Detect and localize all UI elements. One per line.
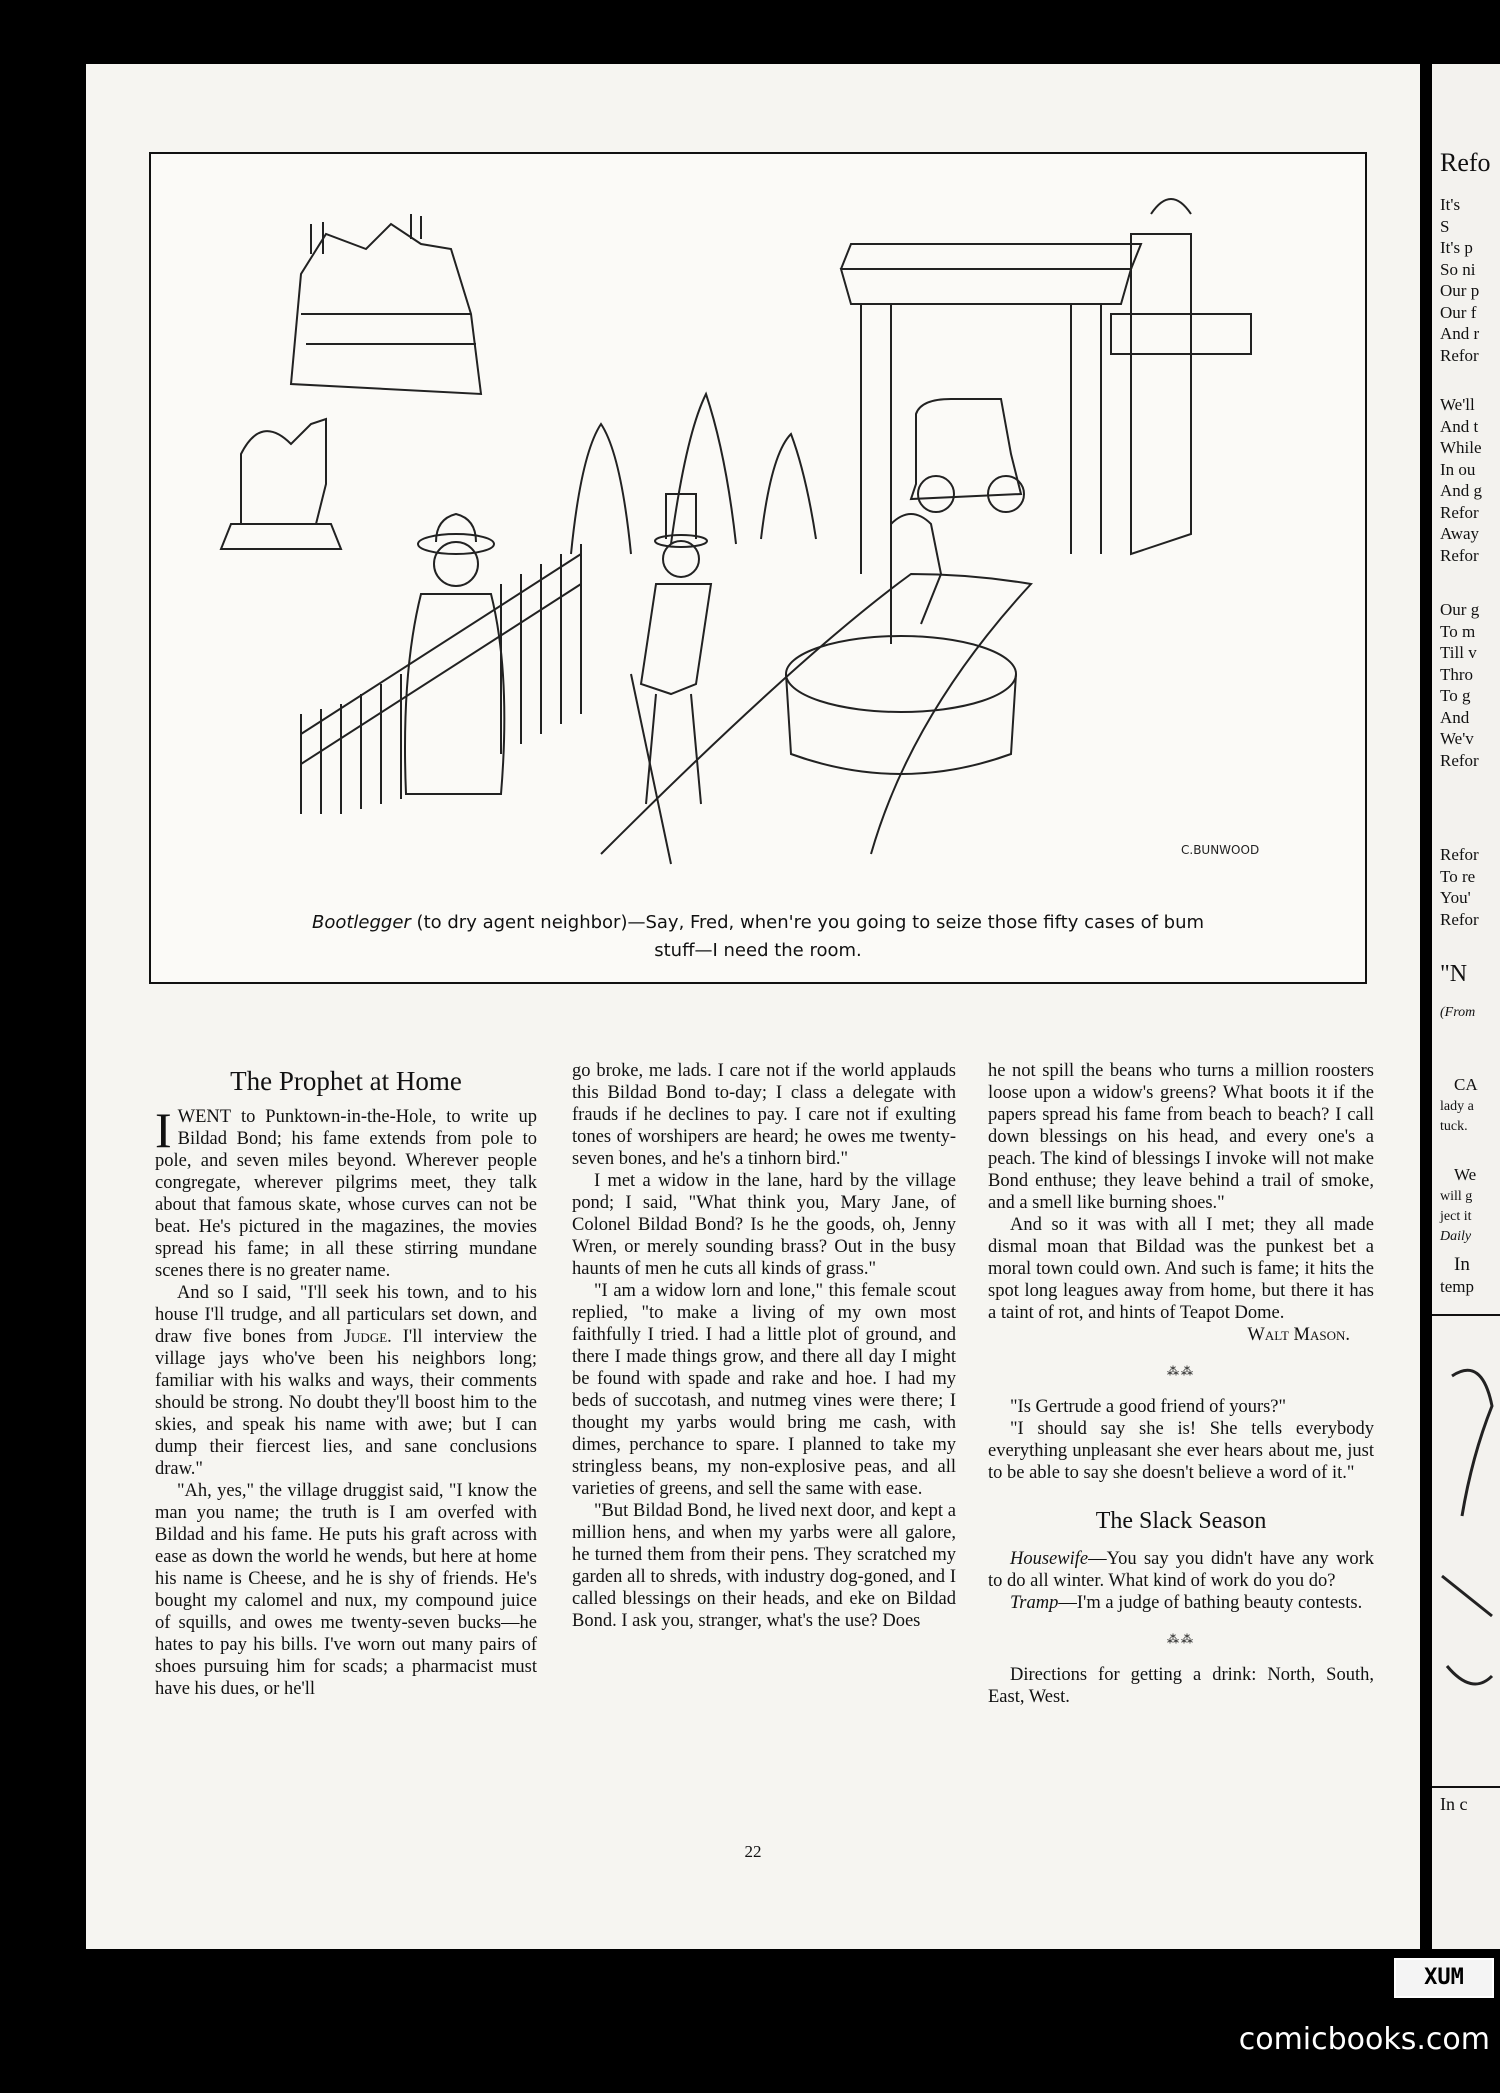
paragraph-2: And so I said, "I'll seek his town, and to his house I'll trudge, and all particulars set down, and draw five bones from Judge. I'll interview the village jays who've been his neighbors long; familiar with his walks and ways, their comments should be strong. No doubt they'll boost him to the skies, and speak his name with awe; but I can dump their fiercest lies, and sane conclusions draw." [155, 1283, 537, 1479]
edge-heading: Refo [1440, 148, 1491, 177]
author-signature: Walt Mason. [1247, 1325, 1350, 1345]
paragraph-3-continued: go broke, me lads. I care not if the world applauds this Bildad Bond to-day; I class a delegate with frauds if he declines to pay. I care not if exulting tones of worshipers are heard; he owes me twenty-seven bones, and he's a tinhorn bird." [572, 1061, 956, 1169]
drop-cap: I [155, 1102, 172, 1158]
slack-line-2: Tramp—I'm a judge of bathing beauty contests. [1010, 1593, 1363, 1613]
paragraph-6: "But Bildad Bond, he lived next door, and kept a million hens, and when my yarbs were all galore, he turned them from their pens. They scratched my garden all to shreds, with industry dog-goned, and I called blessings on their heads, and eke on Bildad Bond. I ask you, stranger, what's the use? Does [572, 1501, 956, 1631]
site-watermark: comicbooks.com [1238, 2022, 1490, 2057]
page-number: 22 [744, 1842, 762, 1861]
directions-joke: Directions for getting a drink: North, South, East, West. [988, 1665, 1374, 1707]
separator-1: ⁂⁂ [1167, 1364, 1195, 1378]
adjacent-page-edge: Refo It's S It's p So ni Our p Our f And r Refor We'll And t While In ou And g Refor Away Refor Our g To m Till v Thro To g And We'v Refor Refor To re You' Refor "N (From CA lady a tuck. We will g ject it Daily In temp In c [1432, 64, 1500, 1949]
xum-badge: XUM [1394, 1958, 1494, 1998]
column-2 [572, 1060, 956, 1632]
paragraph-4: I met a widow in the lane, hard by the village pond; I said, "What think you, Mary Jane, of Colonel Bildad Bond? Is he the goods, oh, Jenny Wren, or merely sounding brass? Out in the busy haunts of men he cuts all kinds of grass." [572, 1171, 956, 1279]
edge-stanza-4: Refor To re You' Refor [1440, 845, 1479, 929]
paragraph-7: And so it was with all I met; they all made dismal moan that Bildad was the punkest bet a moral town could own. And such is fame; it hits the spot long leagues away from home, but there it has a taint of rot, and hints of Teapot Dome. [988, 1215, 1374, 1323]
edge-stanza-3: Our g To m Till v Thro To g And We'v Refor [1440, 600, 1480, 770]
magazine-page [86, 64, 1420, 1949]
edge-stanza-1: It's S It's p So ni Our p Our f And r Refor [1440, 195, 1480, 365]
paragraph-6-continued: he not spill the beans who turns a million roosters loose upon a widow's greens? What boots it if the papers spread his fame from beach to beach? I call down blessings on his head, and every one's a peach. The kind of blessings I invoke will not make Bond enthuse; they leave behind a trail of smoke, and a smell like burning shoes." [988, 1061, 1374, 1213]
cartoon-drawing [151, 154, 1365, 982]
edge-stanza-2: We'll And t While In ou And g Refor Away Refor [1440, 395, 1483, 565]
column-1 [155, 1064, 537, 1700]
slack-line-1: Housewife—You say you didn't have any work to do all winter. What kind of work do you do? [988, 1549, 1374, 1591]
judge-mention: Judge [343, 1327, 388, 1347]
paragraph-5: "I am a widow lorn and lone," this female scout replied, "to make a living of my own most faithfully I tried. I had a little plot of ground, and there I made things grow, and there all day I might be found with spade and rake and hoe. I had my beds of succotash, and nutmeg vines were there; I thought my yarbs would bring me cash, with dimes, perchance to spare. I planned to take my stringless beans, my non-explosive peas, and all varieties of greens, and sell the same with ease. [572, 1281, 956, 1499]
caption-text: (to dry agent neighbor)—Say, Fred, when're you going to seize those fifty cases of bum stuff—I need the room. [410, 912, 1205, 961]
separator-2: ⁂⁂ [1167, 1632, 1195, 1646]
edge-cartoon-drawing [1432, 1316, 1500, 1786]
column-3 [988, 1060, 1374, 1708]
paragraph-3: "Ah, yes," the village druggist said, "I know the man you name; the truth is I am overfed with Bildad and his fame. He puts his graft across with ease as down the world he wends, but here at home his name is Cheese, and he is shy of friends. He's bought my calomel and nux, my compound juice of squills, and owes me twenty-seven bucks—he hates to pay his bills. I've worn out many pairs of shoes pursuing him for scads; a pharmacist must have his dues, or he'll [155, 1481, 537, 1699]
article-title: The Prophet at Home [230, 1066, 462, 1096]
joke-line-2: "I should say she is! She tells everybody everything unpleasant she ever hears about me, just to be able to say she doesn't believe a word of it." [988, 1419, 1374, 1483]
cartoon-caption [151, 909, 1365, 965]
caption-speaker: Bootlegger [311, 912, 411, 933]
edge-cartoon-fragment [1432, 1314, 1500, 1788]
slack-season-title: The Slack Season [1095, 1508, 1267, 1534]
artist-signature: C.BUNWOOD [1181, 843, 1260, 857]
paragraph-lead: WENT [177, 1107, 232, 1127]
paragraph-1: IWENT to Punktown-in-the-Hole, to write up Bildad Bond; his fame extends from pole to pole, and seven miles beyond. Wherever people congregate, wherever pilgrims meet, they talk about that famous skate, whose curves can not be beat. He's pictured in the magazines, the movies spread his fame; in all these stirring mundane scenes there is no greater name. [155, 1102, 537, 1281]
joke-line-1: "Is Gertrude a good friend of yours?" [1010, 1397, 1287, 1417]
cartoon-illustration [149, 152, 1367, 984]
